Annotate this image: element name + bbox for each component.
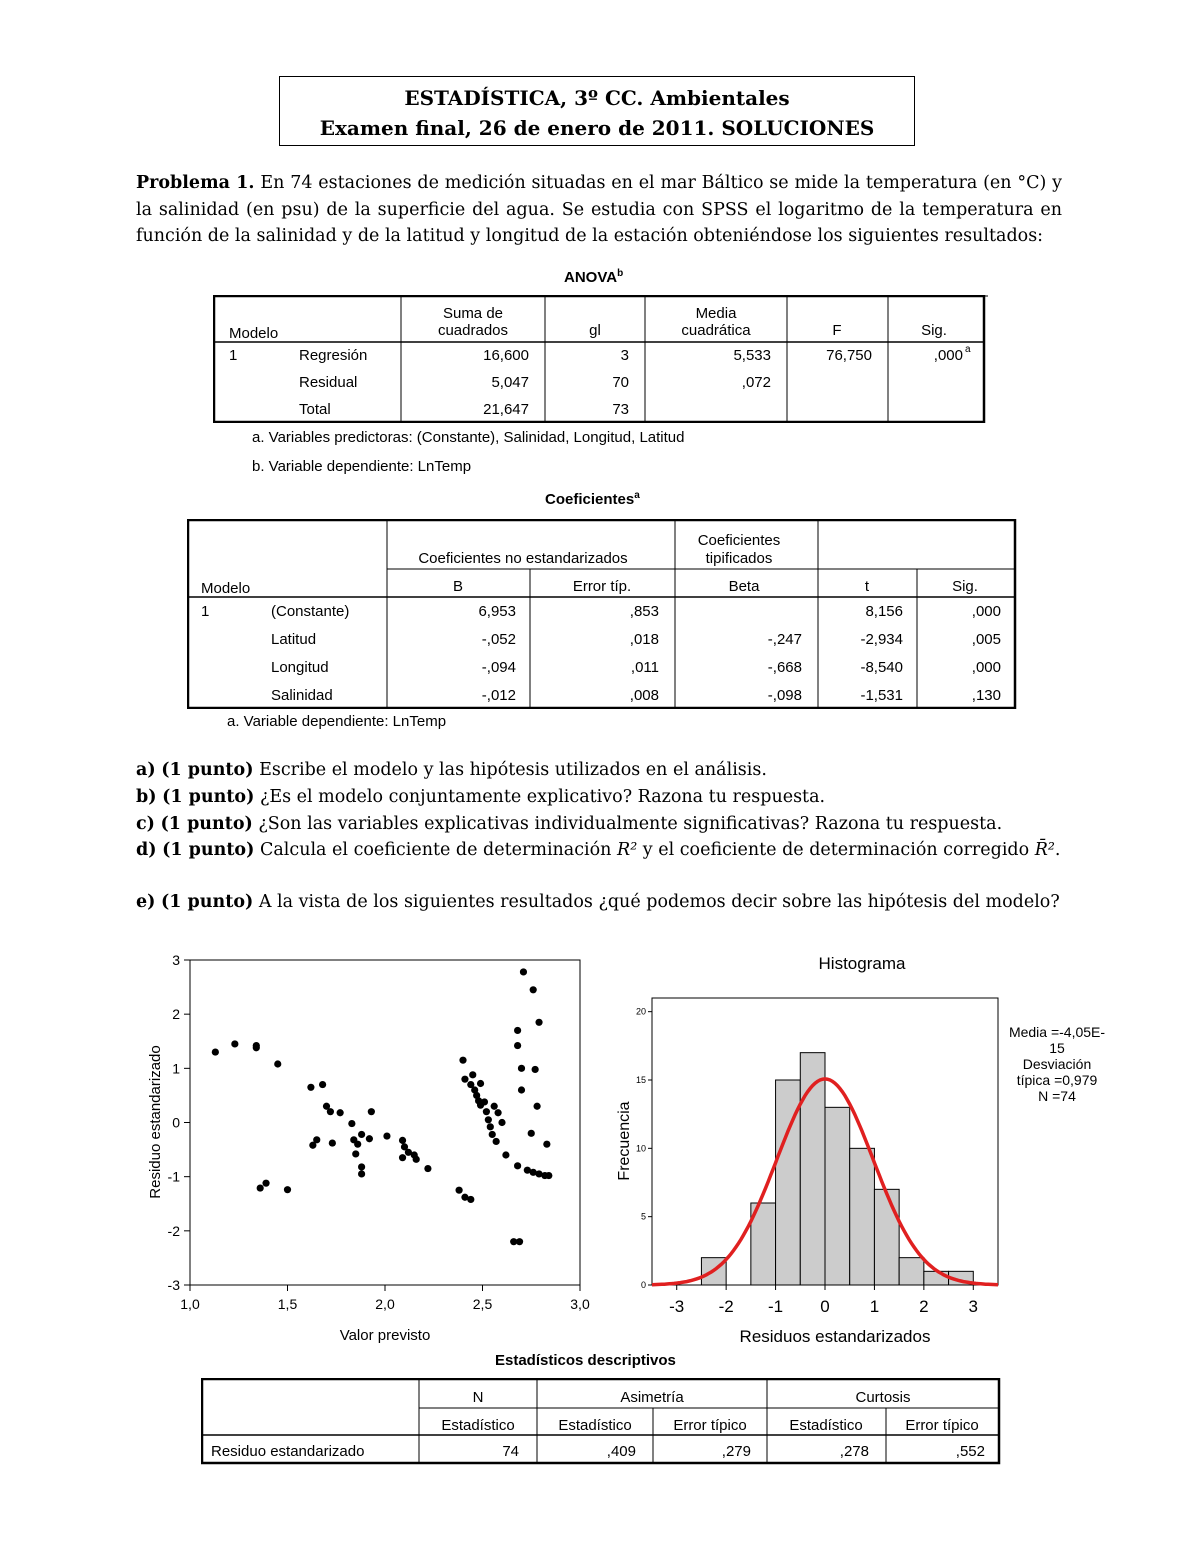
anova-h-media1: Media	[695, 305, 737, 322]
scatter-point	[358, 1170, 365, 1177]
desc-h-curtosis: Curtosis	[855, 1389, 911, 1406]
scatter-point	[543, 1141, 550, 1148]
scatter-xlabel: Valor previsto	[339, 1327, 431, 1344]
question-d	[136, 837, 1062, 863]
scatter-point	[309, 1142, 316, 1149]
anova-h-suma2: cuadrados	[437, 322, 509, 339]
scatter-point	[358, 1163, 365, 1170]
question-e	[136, 889, 1062, 915]
coef-table	[187, 519, 1017, 709]
histogram-stat-line: Desviación	[1022, 1056, 1092, 1072]
desc-h-n: N	[472, 1389, 484, 1406]
scatter-point	[469, 1071, 476, 1078]
scatter-point	[514, 1042, 521, 1049]
scatter-point	[485, 1116, 492, 1123]
anova-h-sig: Sig.	[921, 322, 947, 339]
question-e-points: (1 punto)	[161, 892, 254, 912]
scatter-xtick-label: 2,0	[375, 1296, 395, 1312]
scatter-point	[495, 1109, 502, 1116]
scatter-point	[467, 1196, 474, 1203]
histogram-ytick-label: 0	[640, 1280, 646, 1290]
anova-h-suma1: Suma de	[442, 305, 504, 322]
scatter-point	[352, 1150, 359, 1157]
coef-cell: ,000	[971, 659, 1001, 676]
question-d-text1: Calcula el coeficiente de determinación	[259, 840, 618, 860]
coef-cell: (Constante)	[271, 603, 350, 620]
scatter-point	[212, 1048, 219, 1055]
scatter-point	[459, 1057, 466, 1064]
scatter-point	[307, 1084, 314, 1091]
scatter-point	[493, 1138, 500, 1145]
scatter-point	[489, 1131, 496, 1138]
coef-h-unstd: Coeficientes no estandarizados	[418, 550, 628, 567]
coef-cell: -,012	[481, 687, 516, 704]
coef-h-modelo: Modelo	[201, 580, 251, 597]
scatter-point	[424, 1165, 431, 1172]
histogram-xtick-label: -3	[669, 1297, 685, 1316]
anova-cell: 76,750	[826, 347, 872, 364]
coef-cell: Longitud	[271, 659, 329, 676]
anova-note-a: a. Variables predictoras: (Constante), Salinidad, Longitud, Latitud	[252, 429, 685, 446]
coef-h-beta: Beta	[728, 578, 760, 595]
scatter-point	[532, 1066, 539, 1073]
question-d-end: .	[1054, 840, 1061, 860]
coef-cell: -,668	[767, 659, 802, 676]
anova-cell: ,000	[933, 347, 963, 364]
histogram-ytick-label: 5	[640, 1211, 646, 1222]
question-a-text: Escribe el modelo y las hipótesis utilizados en el análisis.	[259, 760, 767, 780]
scatter-point	[514, 1027, 521, 1034]
anova-cell: Regresión	[299, 347, 368, 364]
desc-row-label: Residuo estandarizado	[211, 1443, 365, 1460]
scatter-xtick-label: 1,5	[277, 1296, 298, 1312]
scatter-ytick-label: -2	[167, 1222, 180, 1239]
histogram-xtick-label: -1	[768, 1297, 784, 1316]
scatter-point	[545, 1172, 552, 1179]
histogram-xtick-label: 1	[869, 1297, 880, 1316]
histogram-ylabel: Frecuencia	[616, 1101, 633, 1181]
coef-cell: Latitud	[271, 631, 317, 648]
desc-cell: ,278	[839, 1443, 869, 1460]
scatter-point	[257, 1184, 264, 1191]
coef-cell: ,130	[971, 687, 1001, 704]
anova-h-f: F	[832, 322, 842, 339]
desc-sub: Estadístico	[441, 1417, 515, 1434]
coef-cell: 8,156	[865, 603, 903, 620]
coef-cell: -1,531	[860, 687, 903, 704]
coef-h-std2: tipificados	[705, 550, 773, 567]
scatter-point	[366, 1135, 373, 1142]
scatter-ytick-label: 1	[172, 1060, 180, 1077]
scatter-chart	[140, 950, 610, 1350]
coef-title-sup: a	[634, 490, 640, 501]
scatter-ylabel: Residuo estandarizado	[147, 1045, 164, 1199]
desc-cell: 74	[502, 1443, 519, 1460]
scatter-point	[530, 986, 537, 993]
coef-cell: -8,540	[860, 659, 903, 676]
histogram-stat-line: 15	[1049, 1040, 1065, 1056]
coef-cell: -,094	[481, 659, 516, 676]
header-line1: ESTADÍSTICA, 3º CC. Ambientales	[404, 86, 790, 110]
histogram-chart	[610, 945, 1110, 1355]
histogram-xtick-label: -2	[718, 1297, 734, 1316]
problem-label: Problema 1.	[136, 173, 255, 193]
scatter-frame	[190, 960, 580, 1285]
question-d-rbar: R̄²	[1034, 840, 1055, 860]
scatter-point	[491, 1103, 498, 1110]
scatter-ytick-label: 3	[172, 952, 180, 968]
question-e-text: A la vista de los siguientes resultados ¿qué podemos decir sobre las hipótesis del modelo?	[258, 892, 1060, 912]
scatter-xtick-label: 1,0	[180, 1296, 200, 1312]
coef-cell: ,005	[971, 631, 1001, 648]
question-e-label: e)	[136, 892, 156, 912]
anova-h-media2: cuadrática	[681, 322, 751, 339]
coef-h-sig: Sig.	[952, 578, 978, 595]
scatter-point	[528, 1130, 535, 1137]
question-b-label: b)	[136, 787, 157, 807]
question-a	[136, 757, 1062, 783]
question-a-label: a)	[136, 760, 156, 780]
anova-title-sup: b	[617, 268, 624, 279]
scatter-point	[354, 1141, 361, 1148]
scatter-ytick-label: 0	[172, 1114, 180, 1131]
question-b-text: ¿Es el modelo conjuntamente explicativo? Razona tu respuesta.	[259, 787, 826, 807]
histogram-ytick-label: 15	[635, 1075, 646, 1085]
desc-sub: Estadístico	[558, 1417, 632, 1434]
question-d-text2: y el coeficiente de determinación corregido	[637, 840, 1035, 860]
anova-cell: 73	[612, 401, 629, 418]
desc-cell: ,279	[721, 1443, 751, 1460]
scatter-point	[337, 1109, 344, 1116]
scatter-point	[481, 1098, 488, 1105]
scatter-point	[327, 1108, 334, 1115]
scatter-point	[348, 1120, 355, 1127]
coef-cell: -,098	[767, 687, 802, 704]
problem-text: En 74 estaciones de medición situadas en el mar Báltico se mide la temperatura (en °C) y la salinidad (en psu) de la superficie del agua. Se estudia con SPSS el logaritmo de la temperatura en función de la salinidad y de la latitud y longitud de la estación obteniéndose los siguientes resultados:	[136, 173, 1062, 246]
scatter-point	[502, 1151, 509, 1158]
anova-table	[213, 295, 988, 423]
problem-statement	[136, 170, 1062, 250]
desc-cell: ,409	[606, 1443, 636, 1460]
scatter-point	[253, 1044, 260, 1051]
scatter-point	[477, 1080, 484, 1087]
anova-h-gl: gl	[589, 322, 601, 339]
anova-cell: Total	[299, 401, 331, 418]
histogram-xtick-label: 2	[919, 1297, 929, 1316]
scatter-ytick-label: -1	[167, 1168, 180, 1185]
histogram-stat-line: N =74	[1038, 1088, 1076, 1104]
histogram-ytick-label: 20	[635, 1006, 646, 1017]
anova-cell: Residual	[299, 374, 358, 391]
scatter-ytick-label: 2	[172, 1006, 180, 1023]
scatter-point	[399, 1154, 406, 1161]
scatter-point	[483, 1108, 490, 1115]
scatter-point	[498, 1119, 505, 1126]
scatter-point	[520, 968, 527, 975]
question-d-points: (1 punto)	[162, 840, 255, 860]
histogram-bar	[825, 1107, 850, 1285]
anova-cell: 1	[229, 347, 238, 364]
scatter-point	[262, 1180, 269, 1187]
scatter-point	[368, 1108, 375, 1115]
coef-cell: Salinidad	[271, 687, 333, 704]
scatter-point	[329, 1139, 336, 1146]
scatter-point	[319, 1081, 326, 1088]
scatter-point	[456, 1187, 463, 1194]
desc-title: Estadísticos descriptivos	[495, 1352, 676, 1369]
desc-sub: Estadístico	[789, 1417, 863, 1434]
coef-cell: ,000	[971, 603, 1001, 620]
scatter-point	[383, 1132, 390, 1139]
desc-h-asimetria: Asimetría	[620, 1389, 684, 1406]
header-line2: Examen final, 26 de enero de 2011. SOLUCIONES	[319, 116, 875, 140]
histogram-ytick-label: 10	[635, 1143, 646, 1154]
coef-h-err: Error típ.	[572, 578, 632, 595]
coef-cell: -,247	[767, 631, 802, 648]
anova-sig-sup: a	[965, 344, 971, 355]
anova-h-modelo: Modelo	[229, 325, 279, 342]
scatter-point	[518, 1065, 525, 1072]
scatter-point	[487, 1123, 494, 1130]
scatter-ytick-label: -3	[167, 1277, 180, 1293]
anova-cell: 5,533	[733, 347, 771, 364]
question-c-label: c)	[136, 814, 155, 834]
question-c-text: ¿Son las variables explicativas individualmente significativas? Razona tu respuesta.	[258, 814, 1003, 834]
coef-title	[545, 490, 640, 508]
scatter-xtick-label: 2,5	[472, 1296, 493, 1312]
exam-header	[279, 76, 915, 146]
anova-cell: 70	[612, 374, 629, 391]
scatter-point	[514, 1162, 521, 1169]
histogram-stat-line: típica =0,979	[1016, 1072, 1098, 1088]
histogram-bar	[874, 1189, 899, 1285]
scatter-point	[518, 1086, 525, 1093]
anova-title-text: ANOVA	[564, 269, 618, 286]
scatter-point	[413, 1156, 420, 1163]
anova-cell: 5,047	[491, 374, 529, 391]
anova-cell: 3	[620, 347, 629, 364]
scatter-point	[358, 1131, 365, 1138]
anova-cell: ,072	[741, 374, 771, 391]
anova-cell: 16,600	[483, 347, 529, 364]
scatter-point	[534, 1103, 541, 1110]
coef-cell: ,018	[629, 631, 659, 648]
histogram-stat-line: Media =-4,05E-	[1008, 1024, 1106, 1040]
coef-cell: -,052	[481, 631, 516, 648]
question-c-points: (1 punto)	[160, 814, 253, 834]
question-d-label: d)	[136, 840, 157, 860]
scatter-point	[535, 1019, 542, 1026]
histogram-bar	[899, 1258, 924, 1285]
scatter-point	[399, 1137, 406, 1144]
histogram-xtick-label: 3	[968, 1297, 979, 1316]
desc-sub: Error típico	[673, 1417, 747, 1434]
anova-note-b: b. Variable dependiente: LnTemp	[252, 458, 472, 475]
histogram-bar	[924, 1271, 949, 1285]
desc-table	[201, 1378, 1006, 1468]
desc-cell: ,552	[955, 1443, 985, 1460]
histogram-xtick-label: 0	[820, 1297, 830, 1316]
scatter-point	[274, 1060, 281, 1067]
desc-sub: Error típico	[905, 1417, 979, 1434]
coef-note-a: a. Variable dependiente: LnTemp	[227, 713, 447, 730]
coef-h-std1: Coeficientes	[697, 532, 781, 549]
scatter-point	[231, 1040, 238, 1047]
question-a-points: (1 punto)	[161, 760, 254, 780]
coef-h-b: B	[452, 578, 464, 595]
scatter-xtick-label: 3,0	[570, 1296, 590, 1312]
coef-cell: ,008	[629, 687, 659, 704]
coef-title-text: Coeficientes	[545, 491, 635, 508]
histogram-bar	[850, 1148, 875, 1285]
histogram-title: Histograma	[818, 954, 906, 973]
question-b-points: (1 punto)	[162, 787, 255, 807]
histogram-xlabel: Residuos estandarizados	[739, 1327, 931, 1346]
coef-cell: ,853	[629, 603, 659, 620]
question-c	[136, 811, 1062, 837]
coef-h-t: t	[864, 578, 870, 595]
question-d-r2: R²	[617, 840, 638, 860]
anova-cell: 21,647	[483, 401, 529, 418]
scatter-point	[284, 1186, 291, 1193]
coef-cell: 1	[201, 603, 210, 620]
scatter-point	[461, 1076, 468, 1083]
anova-title	[564, 268, 623, 286]
coef-cell: 6,953	[478, 603, 516, 620]
scatter-point	[516, 1238, 523, 1245]
question-b	[136, 784, 1062, 810]
coef-cell: -2,934	[860, 631, 903, 648]
coef-cell: ,011	[630, 659, 659, 676]
